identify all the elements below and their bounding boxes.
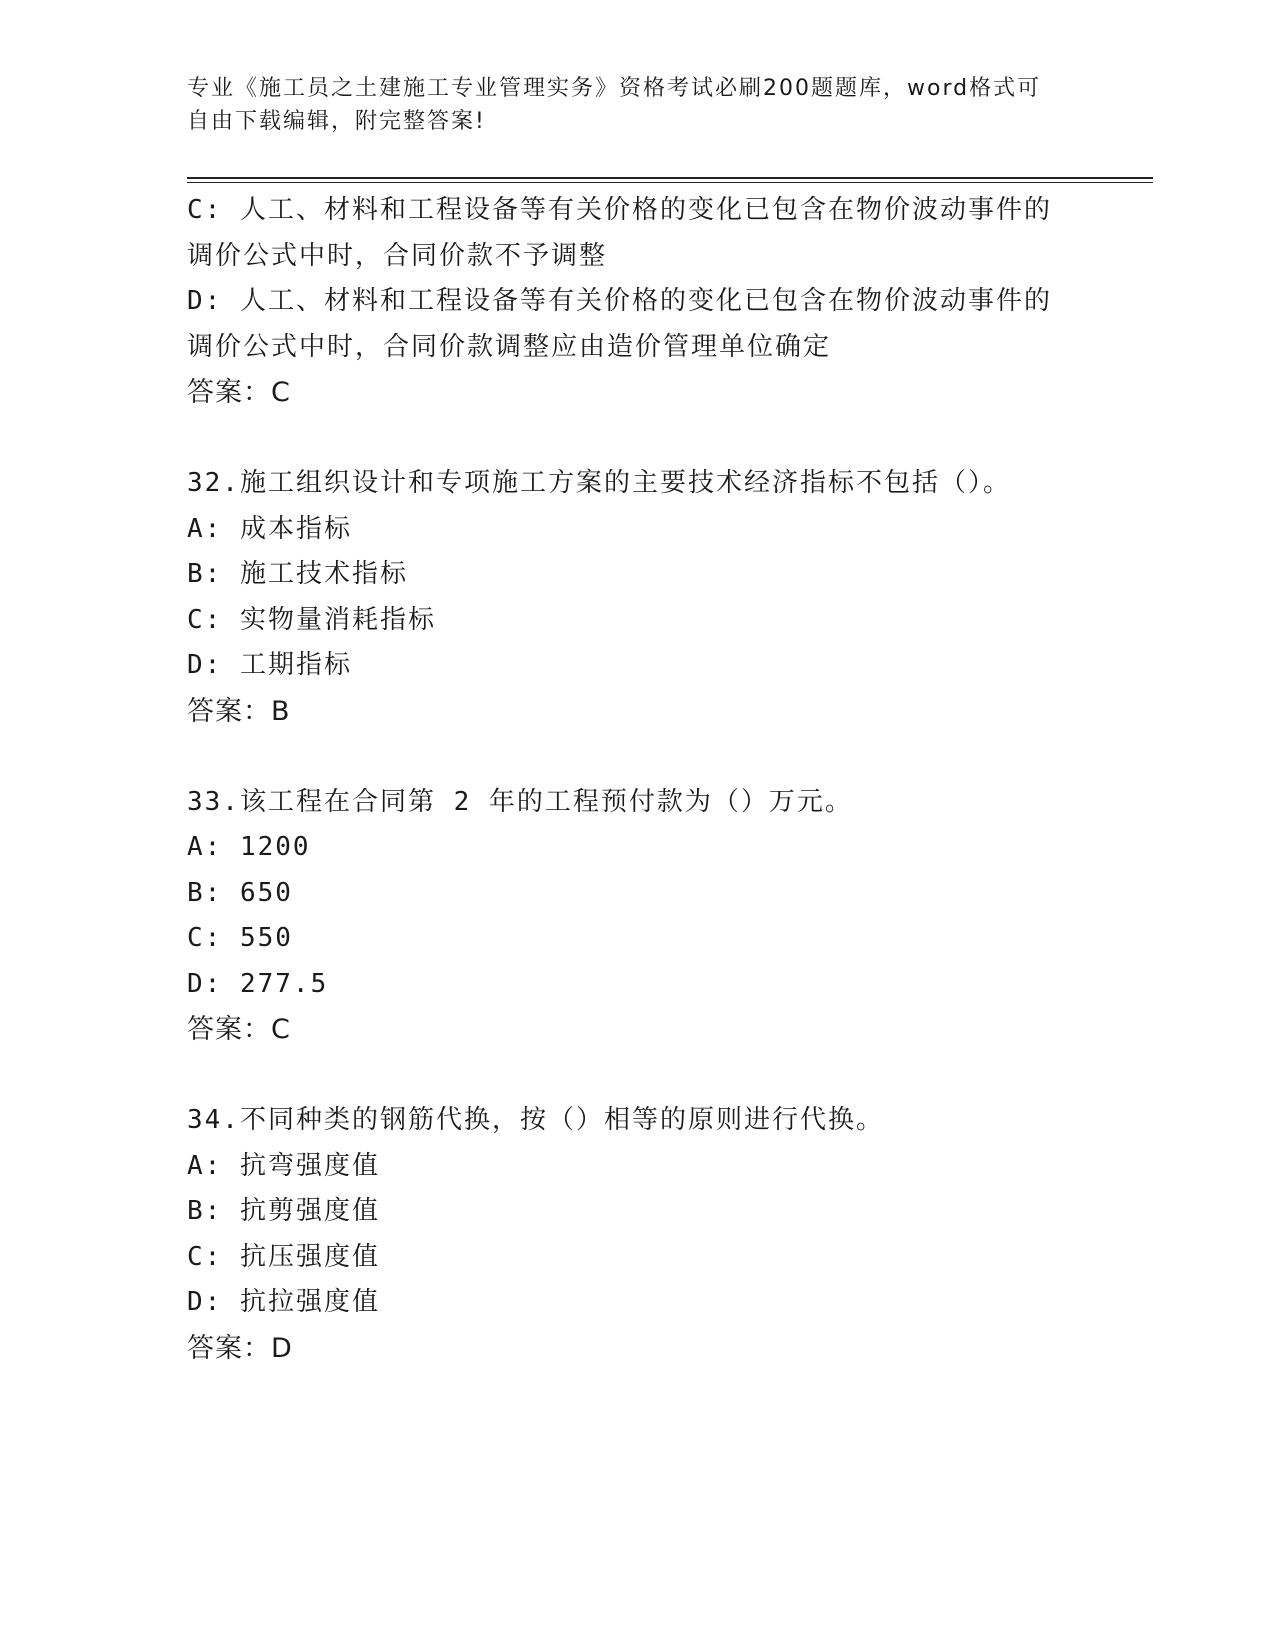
option-b: B: 施工技术指标 [187,559,408,589]
option-c: C: 550 [187,923,293,953]
header-divider [187,177,1153,183]
option-c: C: 实物量消耗指标 [187,604,436,635]
answer: 答案：B [187,695,291,727]
option-d: D: 抗拉强度值 [187,1287,380,1317]
spacer [187,1053,1087,1099]
option-a: A: 1200 [187,832,311,862]
answer: 答案：C [187,1014,291,1045]
option-a: A: 成本指标 [187,513,352,544]
option-b: B: 抗剪强度值 [187,1196,380,1226]
option-d: D: 人工、材料和工程设备等有关价格的变化已包含在物价波动事件的 [187,286,1052,316]
answer: 答案：D [187,1332,293,1364]
answer: 答案：C [187,377,291,408]
header-line-1: 专业《施工员之土建施工专业管理实务》资格考试必刷200题题库，word格式可 [187,76,1042,101]
question-stem: 33.该工程在合同第 2 年的工程预付款为（）万元。 [187,786,853,817]
question-33 [187,780,1087,1053]
page-header [187,72,1087,138]
question-stem: 32.施工组织设计和专项施工方案的主要技术经济指标不包括（）。 [187,468,1011,498]
question-list [187,188,1087,1371]
option-d: D: 工期指标 [187,650,352,680]
option-c: C: 抗压强度值 [187,1241,380,1272]
option-b: B: 650 [187,877,293,908]
header-line-2: 自由下载编辑，附完整答案! [187,109,486,134]
option-c: C: 人工、材料和工程设备等有关价格的变化已包含在物价波动事件的 [187,195,1052,225]
prev-question-tail [187,188,1087,416]
question-stem: 34.不同种类的钢筋代换，按（）相等的原则进行代换。 [187,1105,884,1135]
option-c-cont: 调价公式中时，合同价款不予调整 [187,240,608,271]
spacer [187,416,1087,462]
question-32 [187,461,1087,734]
option-a: A: 抗弯强度值 [187,1150,380,1181]
question-34 [187,1098,1087,1371]
spacer [187,734,1087,780]
option-d-cont: 调价公式中时，合同价款调整应由造价管理单位确定 [187,331,832,362]
option-d: D: 277.5 [187,968,329,999]
